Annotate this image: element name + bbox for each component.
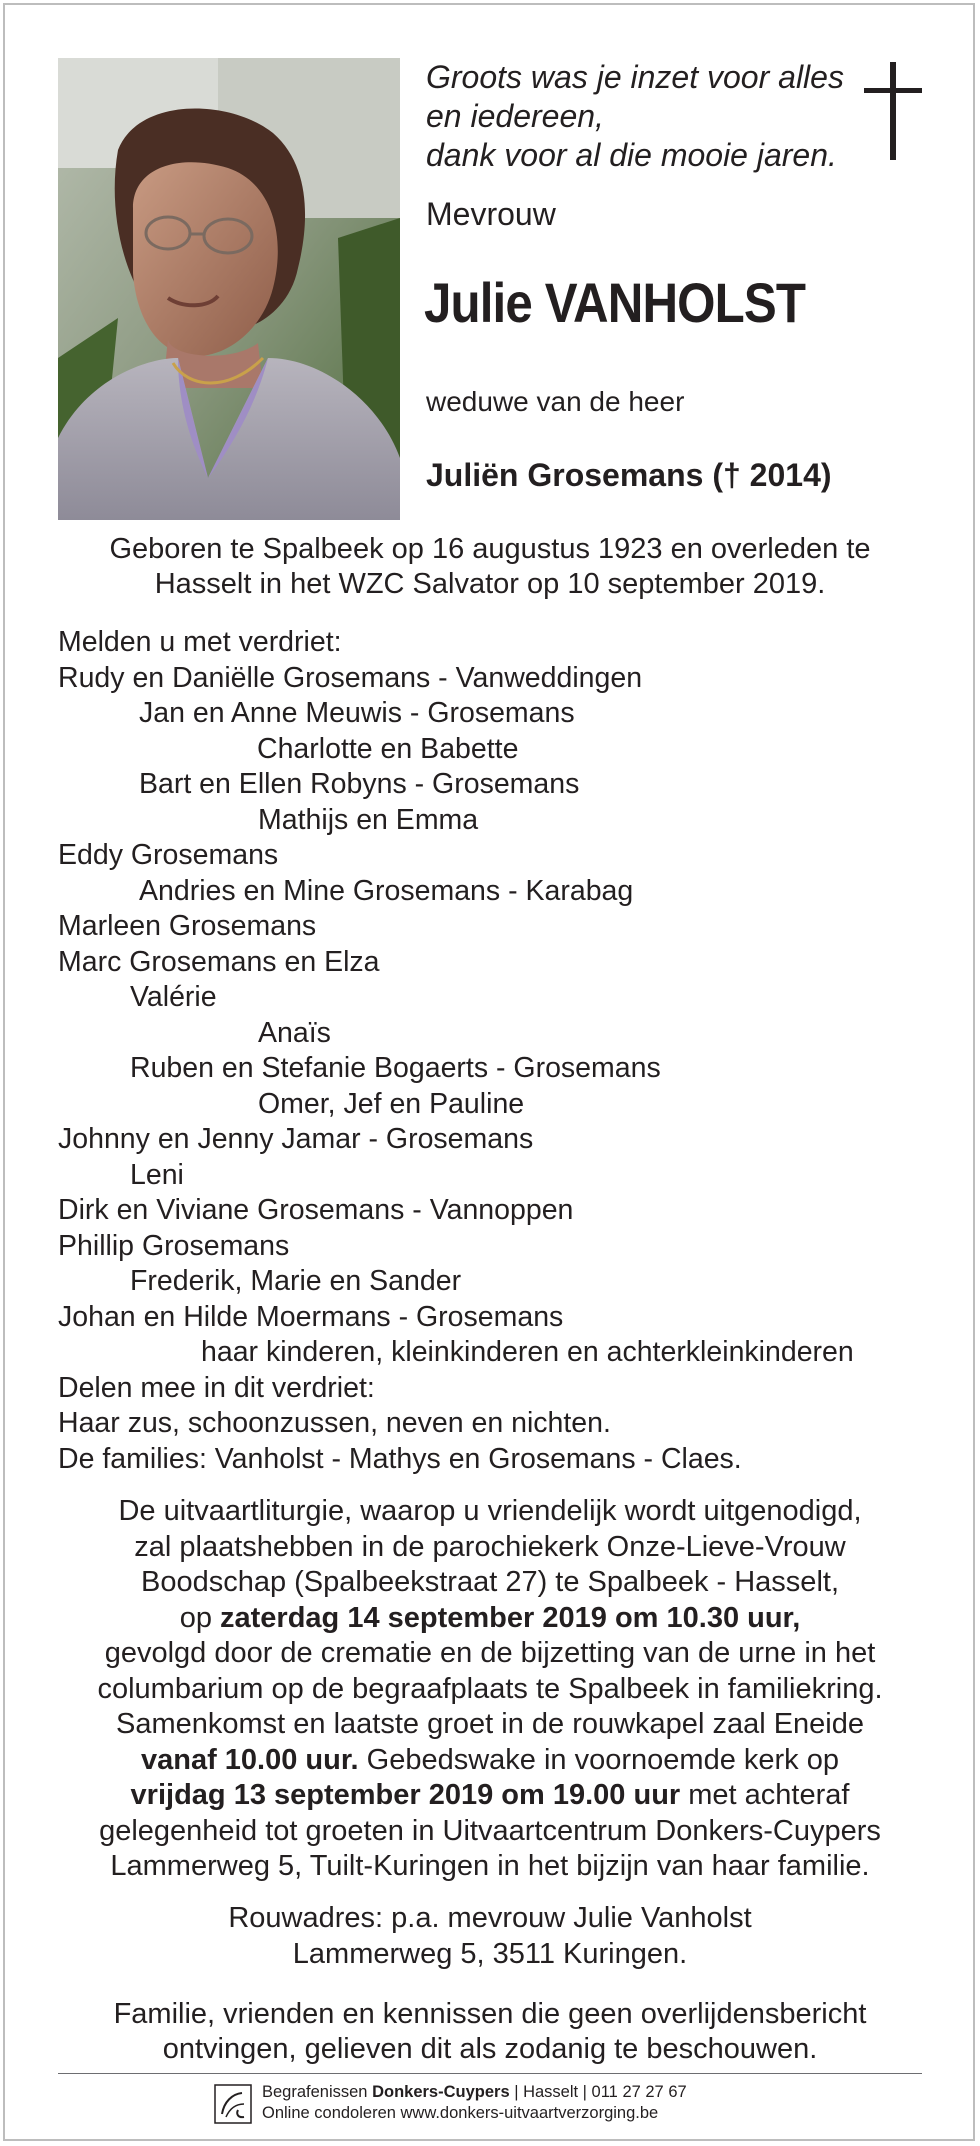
funeral-date: zaterdag 14 september 2019 om 10.30 uur,: [220, 1601, 801, 1634]
mourner-line: Haar zus, schoonzussen, neven en nichten.: [58, 1407, 611, 1439]
mourner-line: Johan en Hilde Moermans - Grosemans: [58, 1300, 564, 1333]
mourner-line: Charlotte en Babette: [257, 732, 519, 765]
deceased-name: Julie VANHOLST: [424, 271, 806, 334]
cross-icon: [862, 62, 924, 162]
mourners-heading: Delen mee in dit verdriet:: [58, 1371, 375, 1404]
mourner-line: Anaïs: [258, 1016, 331, 1049]
footer-text: [262, 2082, 687, 2124]
funeral-line: gevolgd door de crematie en de bijzetting van de urne in het: [104, 1637, 876, 1669]
funeral-line: Samenkomst en laatste groet in de rouwkapel zaal Eneide: [116, 1708, 864, 1740]
closing-line: ontvingen, gelieven dit als zodanig te beschouwen.: [162, 2033, 818, 2065]
mourner-line: Marc Grosemans en Elza: [58, 945, 380, 978]
footer-contact: | Hasselt | 011 27 27 67: [509, 2083, 687, 2101]
quote-line: Groots was je inzet voor alles: [426, 59, 844, 95]
footer: [214, 2082, 774, 2130]
memorial-quote: [426, 58, 866, 175]
mourners-list: [58, 625, 958, 1477]
quote-line: dank voor al die mooie jaren.: [426, 137, 837, 173]
funeral-line: Lammerweg 5, Tuilt-Kuringen in het bijzijn van haar familie.: [110, 1850, 870, 1882]
funeral-text: op: [179, 1601, 221, 1634]
funeral-details: [40, 1494, 940, 1885]
footer-divider: [58, 2073, 922, 2074]
quote-line: en iedereen,: [426, 98, 604, 134]
birth-line: Hasselt in het WZC Salvator op 10 september 2019.: [154, 568, 826, 600]
funeral-text: met achteraf: [680, 1779, 850, 1811]
mourner-line: Frederik, Marie en Sander: [130, 1265, 462, 1297]
funeral-line: columbarium op de begraafplaats te Spalbeek in familiekring.: [97, 1672, 883, 1705]
footer-prefix: Begrafenissen: [262, 2083, 373, 2101]
mourner-line: Marleen Grosemans: [58, 910, 317, 942]
closing-note: [40, 1997, 940, 2067]
funeral-line: Boodschap (Spalbeekstraat 27) te Spalbeek - Hasselt,: [140, 1566, 839, 1598]
funeral-line: [40, 1778, 940, 1814]
footer-company-line: [262, 2082, 687, 2103]
mourner-line: Bart en Ellen Robyns - Grosemans: [139, 768, 580, 800]
mourner-line: Ruben en Stefanie Bogaerts - Grosemans: [130, 1052, 661, 1084]
husband-name: Juliën Grosemans († 2014): [426, 457, 832, 493]
footer-website: Online condoleren www.donkers-uitvaartverzorging.be: [262, 2104, 659, 2122]
funeral-line: zal plaatshebben in de parochiekerk Onze-Lieve-Vrouw: [134, 1530, 846, 1563]
mourning-address: [40, 1900, 940, 1972]
address-line: Rouwadres: p.a. mevrouw Julie Vanholst: [228, 1902, 752, 1934]
birth-death-info: [40, 532, 940, 602]
mourners-heading: Melden u met verdriet:: [58, 626, 342, 658]
funeral-line: gelegenheid tot groeten in Uitvaartcentrum Donkers-Cuypers: [99, 1814, 881, 1847]
widow-of-text: weduwe van de heer: [426, 386, 685, 417]
footer-company: Donkers-Cuypers: [372, 2083, 510, 2101]
mourner-line: De families: Vanholst - Mathys en Grosemans - Claes.: [58, 1442, 742, 1475]
address-line: Lammerweg 5, 3511 Kuringen.: [292, 1938, 688, 1970]
gathering-time: vanaf 10.00 uur.: [140, 1743, 359, 1776]
funeral-line: [40, 1601, 940, 1637]
funeral-line: De uitvaartliturgie, waarop u vriendelijk wordt uitgenodigd,: [118, 1495, 862, 1527]
portrait-photo: [58, 58, 400, 520]
mourner-line: Jan en Anne Meuwis - Grosemans: [139, 697, 575, 729]
funeral-text: Gebedswake in voornoemde kerk op: [358, 1743, 839, 1776]
mourner-line: Leni: [130, 1158, 184, 1191]
funeral-home-logo-icon: [214, 2084, 252, 2124]
mourner-line: Valérie: [130, 981, 217, 1013]
mourner-line: Eddy Grosemans: [58, 839, 279, 871]
mourner-line: Andries en Mine Grosemans - Karabag: [139, 874, 634, 907]
mourner-line: Phillip Grosemans: [58, 1229, 290, 1262]
closing-line: Familie, vrienden en kennissen die geen overlijdensbericht: [113, 1998, 867, 2030]
mourner-line: Dirk en Viviane Grosemans - Vannoppen: [58, 1194, 574, 1226]
mourner-line: Rudy en Daniëlle Grosemans - Vanweddingen: [58, 661, 643, 694]
mourner-line: Omer, Jef en Pauline: [258, 1087, 525, 1120]
mourner-line: haar kinderen, kleinkinderen en achterkleinkinderen: [201, 1336, 854, 1368]
mourner-line: Mathijs en Emma: [258, 803, 479, 836]
mourner-line: Johnny en Jenny Jamar - Grosemans: [58, 1123, 534, 1155]
salutation: Mevrouw: [426, 196, 556, 232]
vigil-date: vrijdag 13 september 2019 om 19.00 uur: [130, 1779, 681, 1811]
funeral-line: [40, 1743, 940, 1779]
birth-line: Geboren te Spalbeek op 16 augustus 1923 en overleden te: [109, 533, 871, 565]
